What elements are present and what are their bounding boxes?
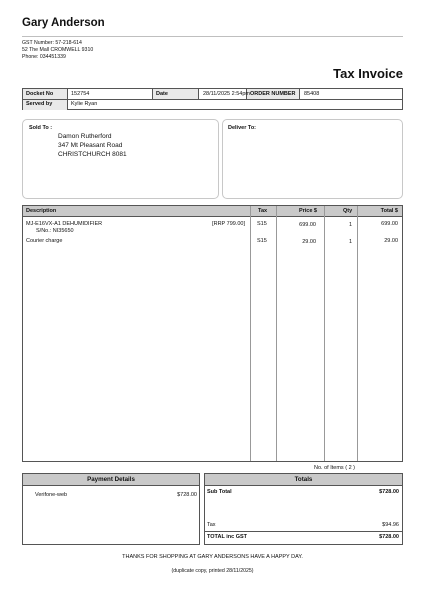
payment-method: Verifone-web [35, 492, 68, 498]
deliver-to-label: Deliver To: [228, 125, 257, 131]
item-description: MJ-E16VX-A1 DEHUMIDIFIER [26, 221, 103, 227]
shop-phone: Phone: 034451339 [22, 54, 66, 60]
col-divider [276, 206, 277, 461]
shop-name: Gary Anderson [22, 17, 105, 29]
col-divider [324, 206, 325, 461]
totals-header: Totals [205, 474, 402, 486]
item-tax: S15 [257, 221, 267, 227]
tax-label: Tax [207, 522, 216, 528]
item-total: 699.00 [381, 221, 398, 227]
item-tax: S15 [257, 238, 267, 244]
item-serial: S/No.: NI35650 [36, 228, 74, 234]
docket-value: 152754 [71, 91, 90, 97]
item-total: 29.00 [384, 238, 398, 244]
totals-box [204, 473, 403, 545]
thanks-message: THANKS FOR SHOPPING AT GARY ANDERSONS HAVE A HAPPY DAY. [122, 554, 303, 560]
served-by-label: Served by [26, 101, 53, 107]
deliver-to-box [222, 119, 403, 199]
row-divider [23, 99, 402, 100]
gst-number: GST Number: 57-218-614 [22, 40, 82, 46]
payment-details-header: Payment Details [23, 474, 199, 486]
payment-amount: $728.00 [177, 492, 197, 498]
header-price: Price $ [298, 207, 317, 214]
header-qty: Qty [343, 207, 353, 214]
sold-to-city: CHRISTCHURCH 8081 [58, 151, 127, 158]
totals-divider [205, 531, 402, 532]
date-label: Date [156, 91, 168, 97]
tax-value: $94.96 [382, 522, 399, 528]
sold-to-box [22, 119, 219, 199]
item-price: 29.00 [302, 239, 316, 245]
item-price: 699.00 [299, 222, 316, 228]
col-divider [152, 89, 153, 99]
item-qty: 1 [348, 239, 352, 245]
sold-to-street: 347 Mt Pleasant Road [58, 142, 123, 149]
items-table [22, 205, 403, 462]
shop-address: 52 The Mall CROMWELL 9310 [22, 47, 94, 53]
total-inc-gst-value: $728.00 [379, 534, 399, 540]
header-tax: Tax [258, 207, 268, 214]
docket-info-table [22, 88, 403, 110]
sold-to-label: Sold To : [29, 125, 53, 131]
order-number-label: ORDER NUMBER [250, 91, 296, 97]
header-total: Total $ [380, 207, 398, 214]
subtotal-label: Sub Total [207, 489, 232, 495]
header-description: Description [26, 207, 57, 214]
items-count: No. of Items ( 2 ) [314, 465, 355, 471]
item-rrp: [RRP 799.00] [212, 221, 245, 227]
item-qty: 1 [348, 222, 352, 228]
col-divider [250, 206, 251, 461]
payment-details-box [22, 473, 200, 545]
date-value: 28/11/2025 2:54pm [203, 91, 250, 97]
sold-to-name: Damon Rutherford [58, 133, 112, 140]
served-by-value: Kylie Ryan [71, 101, 98, 107]
duplicate-copy-note: (duplicate copy, printed 28/11/2025) [171, 568, 254, 574]
order-number-value: 85408 [304, 91, 320, 97]
docket-label: Docket No [26, 91, 54, 97]
col-divider [357, 206, 358, 461]
col-divider [299, 89, 300, 99]
col-divider [198, 89, 199, 99]
col-divider [67, 89, 68, 110]
subtotal-value: $728.00 [379, 489, 399, 495]
document-title: Tax Invoice [333, 66, 403, 81]
header-divider [22, 36, 403, 37]
item-description: Courier charge [26, 238, 63, 244]
total-inc-gst-label: TOTAL inc GST [207, 534, 248, 540]
